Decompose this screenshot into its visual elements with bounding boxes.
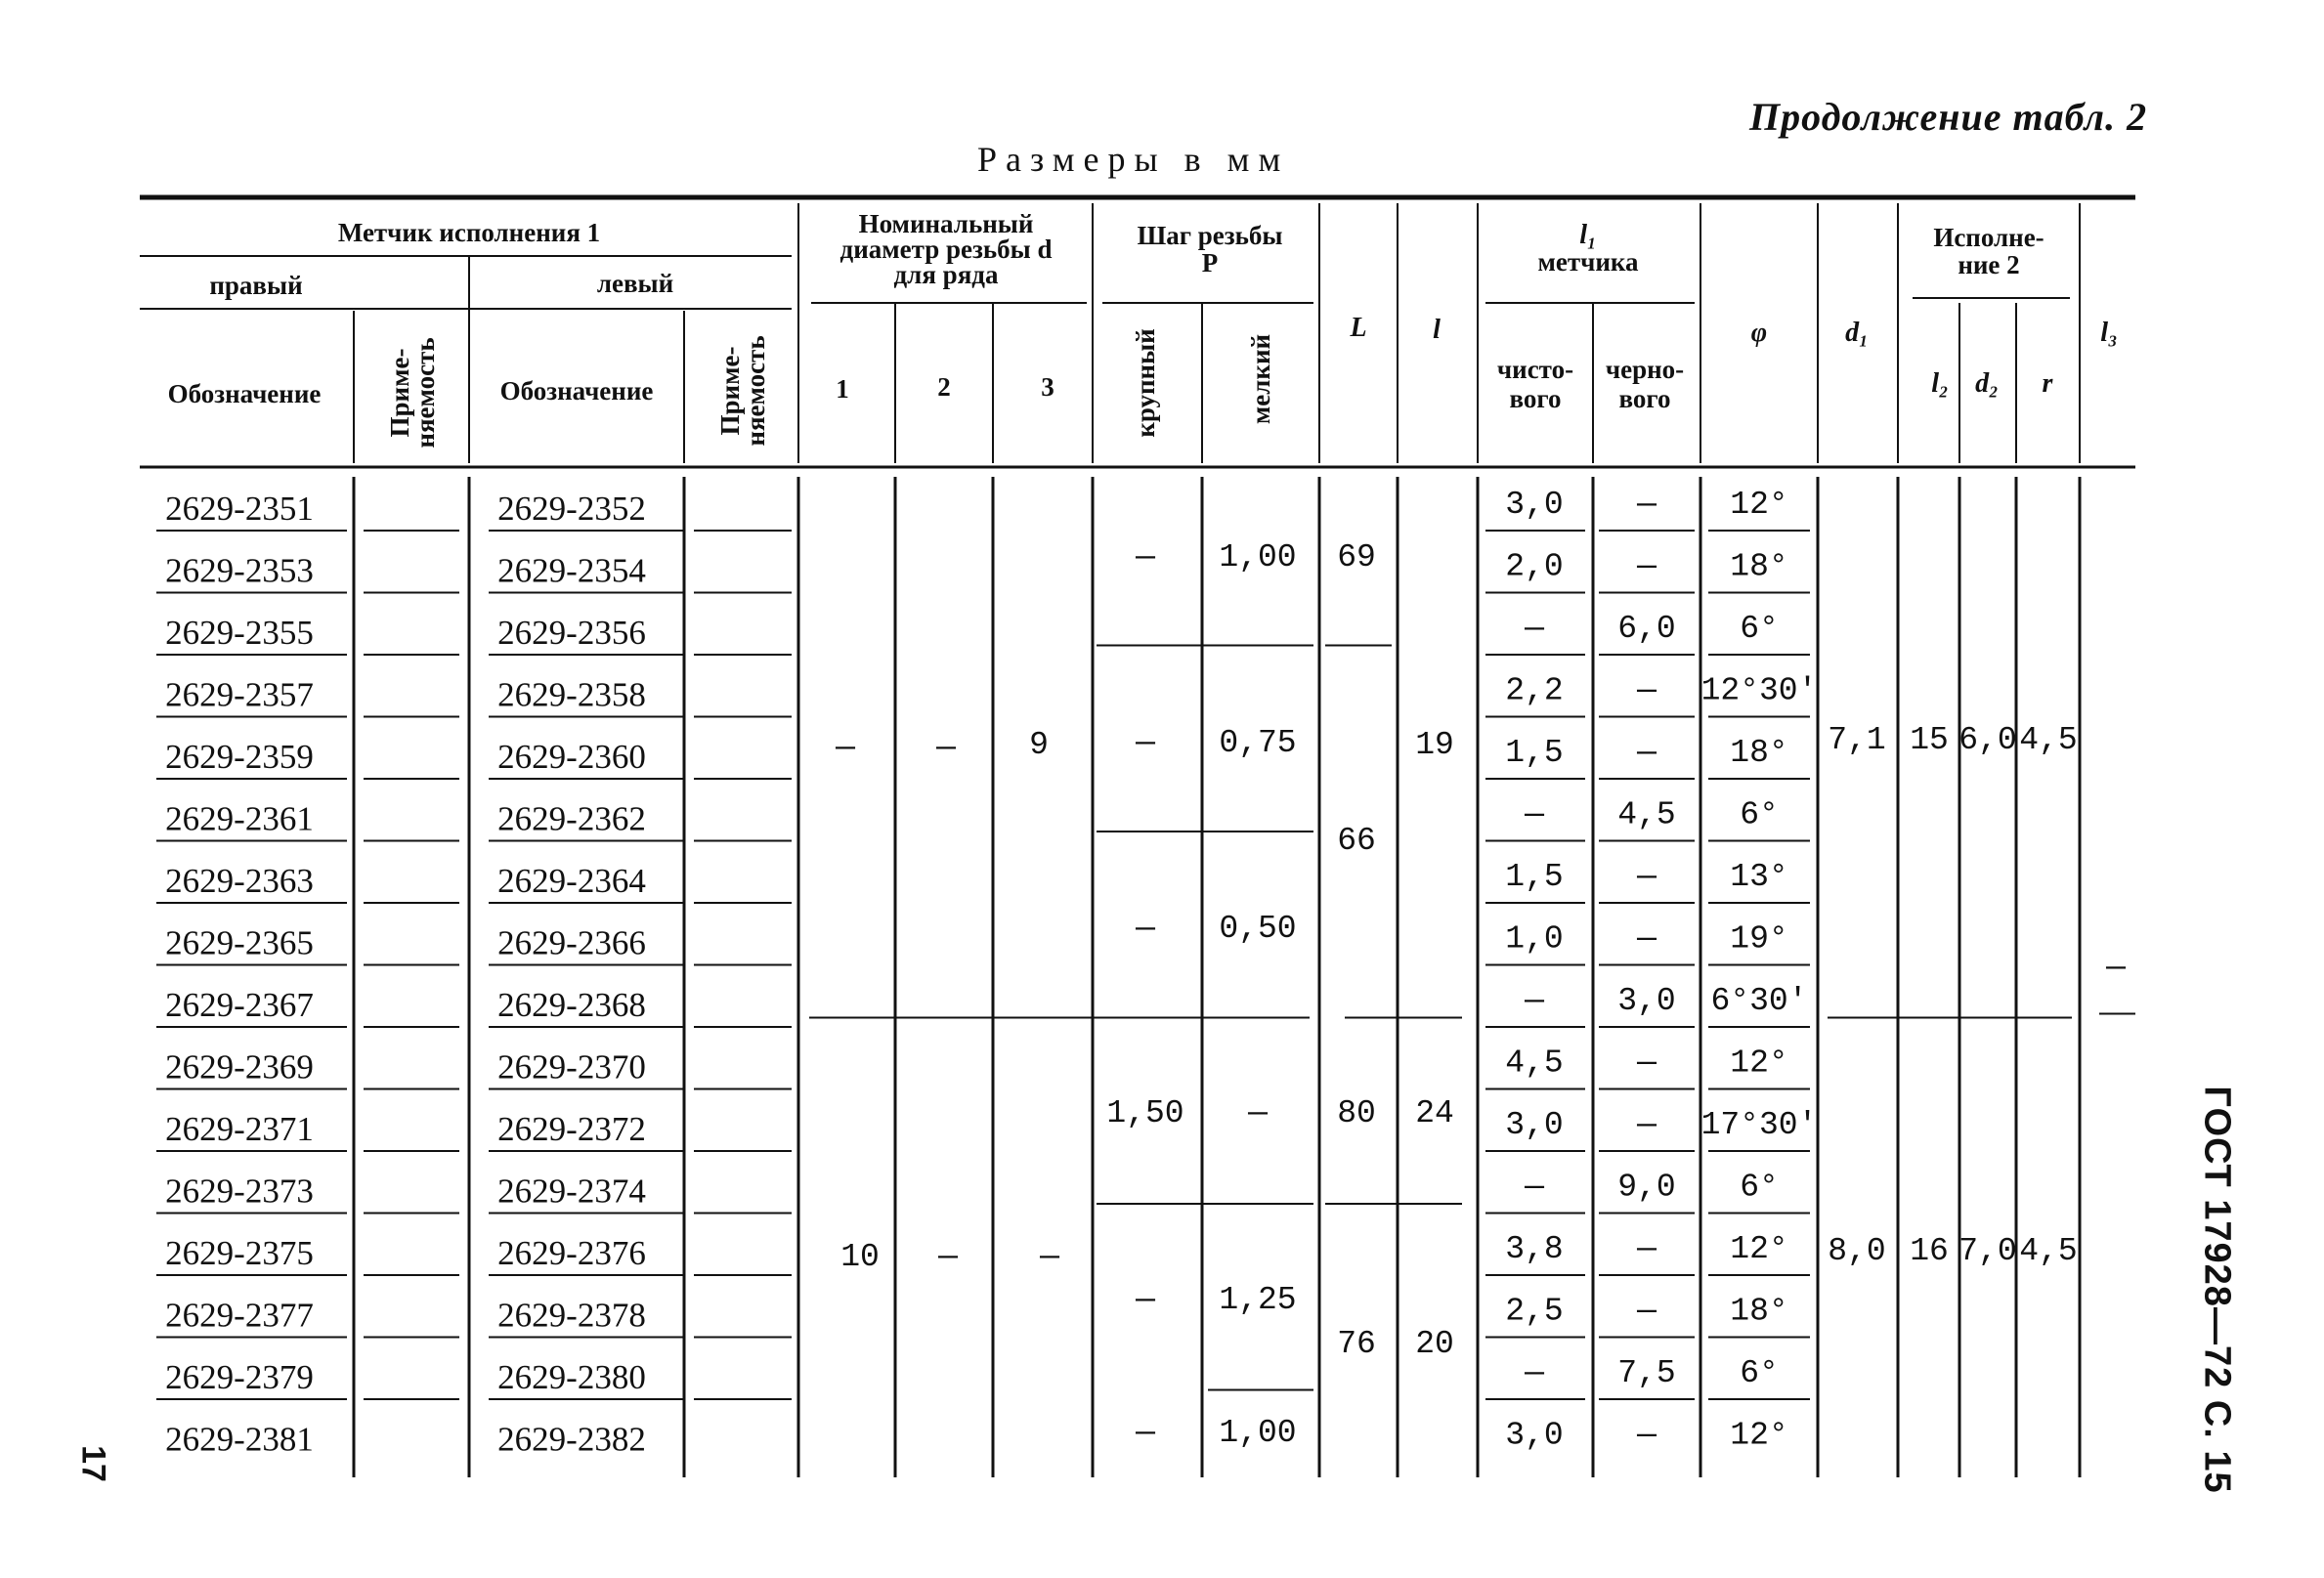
- designation-right-14: 2629-2379: [165, 1357, 314, 1396]
- phi-12: 12°: [1730, 1230, 1788, 1267]
- phi-1: 18°: [1730, 548, 1788, 584]
- l1-roughing-15: —: [1637, 1417, 1657, 1453]
- designation-left-2: 2629-2356: [497, 613, 646, 652]
- l1-roughing-14: 7,5: [1617, 1354, 1676, 1391]
- l1-roughing-6: —: [1637, 858, 1657, 895]
- L-80: 80: [1337, 1094, 1376, 1131]
- designation-right-6: 2629-2363: [165, 861, 314, 900]
- pitch-fine-4: —: [1248, 1094, 1268, 1131]
- designation-right-12: 2629-2375: [165, 1233, 314, 1272]
- header-applicability-left: Приме-няемость: [715, 335, 770, 447]
- designation-right-1: 2629-2353: [165, 551, 314, 589]
- nominal-d-series2-b: —: [938, 1238, 958, 1275]
- designation-right-4: 2629-2359: [165, 737, 314, 776]
- designation-left-3: 2629-2358: [497, 675, 646, 713]
- phi-0: 12°: [1730, 486, 1788, 523]
- header-l1-tap: метчика: [1537, 247, 1639, 277]
- phi-5: 6°: [1740, 796, 1779, 832]
- header-series-3: 3: [1041, 372, 1054, 402]
- header-designation-left: Обозначение: [499, 376, 654, 405]
- pitch-coarse-1: —: [1136, 538, 1155, 576]
- phi-2: 6°: [1740, 610, 1779, 647]
- designation-left-1: 2629-2354: [497, 551, 646, 589]
- l1-finishing-5: —: [1525, 796, 1544, 832]
- header-series-1: 1: [836, 374, 849, 404]
- table-continuation-label: Продолжение табл. 2: [1749, 95, 2148, 139]
- units-caption: Размеры в мм: [977, 140, 1290, 179]
- designation-right-5: 2629-2361: [165, 799, 314, 837]
- designation-right-3: 2629-2357: [165, 675, 314, 713]
- nominal-d-series1-a: —: [836, 729, 855, 766]
- pitch-coarse-5: —: [1136, 1281, 1155, 1318]
- designation-left-6: 2629-2364: [497, 861, 646, 900]
- phi-14: 6°: [1740, 1354, 1779, 1391]
- pitch-coarse-4: 1,50: [1106, 1094, 1184, 1131]
- phi-15: 12°: [1730, 1417, 1788, 1453]
- l1-roughing-3: —: [1637, 672, 1657, 708]
- designation-left-7: 2629-2366: [497, 923, 646, 961]
- phi-6: 13°: [1730, 858, 1788, 895]
- l1-finishing-0: 3,0: [1505, 486, 1564, 523]
- designation-right-13: 2629-2377: [165, 1296, 314, 1334]
- l-20: 20: [1415, 1325, 1454, 1362]
- phi-11: 6°: [1740, 1169, 1779, 1205]
- l1-finishing-9: 4,5: [1505, 1045, 1564, 1081]
- header-fine: мелкий: [1246, 333, 1275, 425]
- header-series-2: 2: [937, 372, 951, 402]
- designation-right-8: 2629-2367: [165, 985, 314, 1024]
- l1-finishing-15: 3,0: [1505, 1417, 1564, 1453]
- header-phi: φ: [1750, 317, 1768, 348]
- standard-page-reference-text: ГОСТ 17928—72 С. 15: [2196, 1086, 2238, 1494]
- nominal-d-series2-a: —: [936, 729, 956, 766]
- header-d1: d₁: [1845, 317, 1869, 348]
- designation-left-8: 2629-2368: [497, 985, 646, 1024]
- designation-left-14: 2629-2380: [497, 1357, 646, 1396]
- designation-left-5: 2629-2362: [497, 799, 646, 837]
- header-designation-right: Обозначение: [167, 379, 322, 408]
- v2-l2-a: 15: [1910, 721, 1949, 758]
- phi-10: 17°30′: [1700, 1106, 1818, 1143]
- designation-left-11: 2629-2374: [497, 1172, 646, 1210]
- header-d2: d₂: [1975, 367, 1999, 399]
- header-tap-version-1: Метчик исполнения 1: [337, 218, 601, 247]
- pitch-coarse-3: —: [1136, 910, 1155, 947]
- l1-finishing-12: 3,8: [1505, 1230, 1564, 1267]
- l1-roughing-1: —: [1637, 548, 1657, 584]
- header-applicability-right: Приме-няемость: [385, 337, 440, 448]
- L-69: 69: [1337, 538, 1376, 576]
- l1-roughing-12: —: [1637, 1230, 1657, 1267]
- designation-left-0: 2629-2352: [497, 489, 646, 528]
- header-roughing: черно-вого: [1605, 355, 1685, 413]
- l1-finishing-1: 2,0: [1505, 548, 1564, 584]
- L-76: 76: [1337, 1325, 1376, 1362]
- L-66: 66: [1337, 822, 1376, 859]
- l1-finishing-2: —: [1525, 610, 1544, 647]
- designation-right-9: 2629-2369: [165, 1047, 314, 1086]
- l1-roughing-5: 4,5: [1617, 796, 1676, 832]
- page-number-text: 17: [74, 1445, 112, 1482]
- designation-right-0: 2629-2351: [165, 489, 314, 528]
- phi-3: 12°30′: [1700, 672, 1818, 708]
- l1-finishing-10: 3,0: [1505, 1106, 1564, 1143]
- header-l: l: [1433, 314, 1441, 345]
- l1-roughing-2: 6,0: [1617, 610, 1676, 647]
- header-version-2: Исполне-ние 2: [1933, 223, 2044, 279]
- l-24: 24: [1415, 1094, 1454, 1131]
- l1-roughing-13: —: [1637, 1293, 1657, 1329]
- pitch-fine-3: 0,50: [1219, 910, 1297, 947]
- header-thread-pitch: Шаг резьбы P: [1137, 221, 1283, 277]
- header-l2: l₂: [1931, 367, 1949, 399]
- header-nominal-diameter: Номинальный диаметр резьбы d для ряда: [839, 209, 1053, 289]
- v2-r-b: 4,5: [2019, 1232, 2078, 1269]
- header-r: r: [2042, 367, 2053, 399]
- pitch-fine-1: 1,00: [1219, 538, 1297, 576]
- l1-roughing-7: —: [1637, 920, 1657, 957]
- designation-right-2: 2629-2355: [165, 613, 314, 652]
- l1-roughing-10: —: [1637, 1106, 1657, 1143]
- pitch-coarse-2: —: [1136, 724, 1155, 761]
- page-number: [68, 1434, 117, 1493]
- l1-roughing-4: —: [1637, 734, 1657, 771]
- header-left-hand: левый: [596, 269, 674, 298]
- v2-l2-b: 16: [1910, 1232, 1949, 1269]
- header-L: L: [1350, 312, 1367, 343]
- phi-13: 18°: [1730, 1293, 1788, 1329]
- l1-finishing-11: —: [1525, 1169, 1544, 1205]
- l1-roughing-8: 3,0: [1617, 982, 1676, 1019]
- pitch-fine-5: 1,25: [1219, 1281, 1297, 1318]
- l1-finishing-14: —: [1525, 1354, 1544, 1391]
- designation-right-11: 2629-2373: [165, 1172, 314, 1210]
- designation-left-10: 2629-2372: [497, 1109, 646, 1148]
- l1-finishing-13: 2,5: [1505, 1293, 1564, 1329]
- l1-roughing-0: —: [1637, 486, 1657, 523]
- designation-right-7: 2629-2365: [165, 923, 314, 961]
- d1-7-1: 7,1: [1828, 721, 1886, 758]
- nominal-d-series3-a: 9: [1029, 726, 1049, 763]
- l1-finishing-3: 2,2: [1505, 672, 1564, 708]
- d1-8-0: 8,0: [1828, 1232, 1886, 1269]
- header-l1: l₁: [1579, 219, 1597, 250]
- l3-value: —: [2106, 949, 2126, 986]
- l1-finishing-8: —: [1525, 982, 1544, 1019]
- designation-left-12: 2629-2376: [497, 1233, 646, 1272]
- designation-left-15: 2629-2382: [497, 1420, 646, 1458]
- l1-finishing-6: 1,5: [1505, 858, 1564, 895]
- nominal-d-series3-b: —: [1040, 1238, 1059, 1275]
- l1-finishing-4: 1,5: [1505, 734, 1564, 771]
- header-l3: l₃: [2100, 317, 2118, 348]
- pitch-fine-6: 1,00: [1219, 1414, 1297, 1451]
- designation-left-9: 2629-2370: [497, 1047, 646, 1086]
- header-finishing: чисто-вого: [1496, 355, 1574, 413]
- v2-d2-a: 6,0: [1958, 721, 2017, 758]
- pitch-fine-2: 0,75: [1219, 724, 1297, 761]
- l1-roughing-9: —: [1637, 1045, 1657, 1081]
- pitch-coarse-6: —: [1136, 1414, 1155, 1451]
- designation-left-13: 2629-2378: [497, 1296, 646, 1334]
- phi-9: 12°: [1730, 1045, 1788, 1081]
- header-right-hand: правый: [209, 271, 303, 300]
- designation-right-10: 2629-2371: [165, 1109, 314, 1148]
- phi-8: 6°30′: [1710, 982, 1808, 1019]
- designation-left-4: 2629-2360: [497, 737, 646, 776]
- l1-roughing-11: 9,0: [1617, 1169, 1676, 1205]
- v2-r-a: 4,5: [2019, 721, 2078, 758]
- phi-7: 19°: [1730, 920, 1788, 957]
- nominal-d-series1-b: 10: [840, 1238, 880, 1275]
- designation-right-15: 2629-2381: [165, 1420, 314, 1458]
- phi-4: 18°: [1730, 734, 1788, 771]
- l1-finishing-7: 1,0: [1505, 920, 1564, 957]
- l-19: 19: [1415, 726, 1454, 763]
- standard-page-reference: [2187, 1085, 2246, 1495]
- v2-d2-b: 7,0: [1958, 1232, 2017, 1269]
- header-coarse: крупный: [1131, 328, 1160, 438]
